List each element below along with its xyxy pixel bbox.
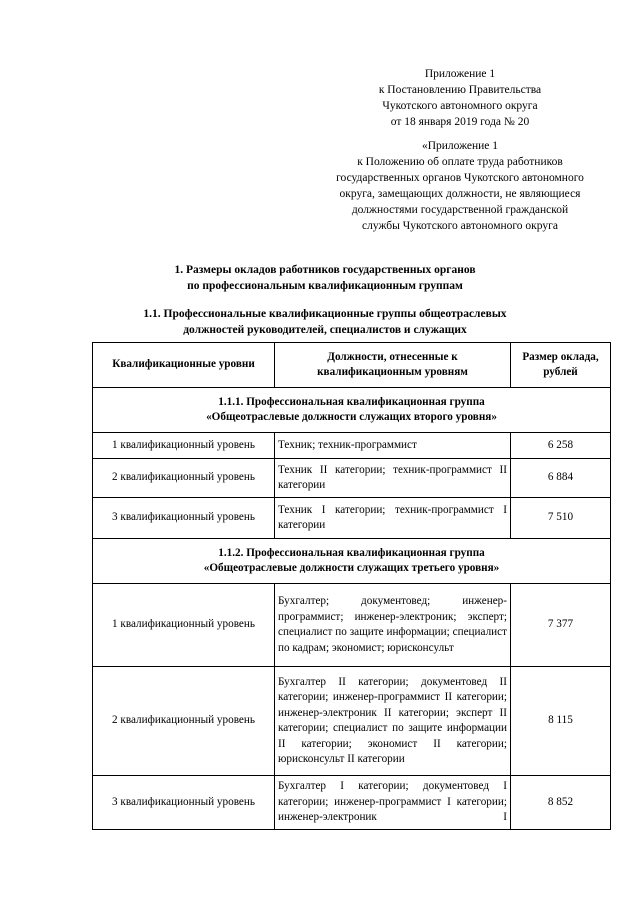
subsection-title-line: 1.1. Профессиональные квалификационные группы общеотраслевых [143, 308, 507, 320]
table-row [93, 498, 611, 539]
level-cell: 3 квалификационный уровень [93, 776, 275, 830]
group-title-row [93, 388, 611, 433]
salary-cell: 7 510 [511, 498, 611, 539]
appendix-line: должностями государственной гражданской [351, 204, 569, 216]
level-cell: 2 квалификационный уровень [93, 667, 275, 776]
appendix-header [310, 66, 610, 130]
positions-cell: Бухгалтер I категории; документовед I категории; инженер-программист I категории; инженер-электроник I [275, 776, 511, 830]
appendix-line: Чукотского автономного округа [382, 100, 538, 112]
salary-cell: 6 258 [511, 433, 611, 459]
regulation-appendix-header [310, 138, 610, 234]
appendix-line: к Постановлению Правительства [378, 84, 542, 96]
appendix-line: службы Чукотского автономного округа [362, 220, 558, 232]
table-row [93, 667, 611, 776]
positions-cell: Бухгалтер II категории; документовед II категории; инженер-программист II категории; инженер-электроник II категории; эксперт II категории; специалист по защите информации II категории; экономист II категории; юрисконсульт II категории [275, 667, 511, 776]
header-positions: Должности, отнесенные к квалификационным уровням [275, 343, 511, 388]
section-title [90, 262, 560, 294]
header-levels: Квалификационные уровни [93, 343, 275, 388]
group-title-line: 1.1.1. Профессиональная квалификационная группа [218, 395, 485, 408]
table-row [93, 459, 611, 498]
table-header-row [93, 343, 611, 388]
table-row [93, 433, 611, 459]
group-title-line: «Общеотраслевые должности служащих второго уровня» [206, 411, 497, 423]
level-cell: 2 квалификационный уровень [93, 459, 275, 498]
appendix-line: округа, замещающих должности, не являющиеся [339, 188, 581, 200]
group-title-row [93, 539, 611, 584]
appendix-line: «Приложение 1 [421, 140, 499, 152]
group-title [93, 388, 611, 433]
appendix-line: Приложение 1 [424, 68, 496, 80]
salary-cell: 8 852 [511, 776, 611, 830]
appendix-line: от 18 января 2019 года № 20 [390, 116, 530, 128]
salary-table [92, 342, 611, 830]
section-title-line: по профессиональным квалификационным группам [187, 280, 463, 292]
positions-cell: Техник I категории; техник-программист I категории [275, 498, 511, 539]
table-row [93, 776, 611, 830]
group-title [93, 539, 611, 584]
appendix-line: к Положению об оплате труда работников [357, 156, 563, 168]
level-cell: 1 квалификационный уровень [93, 433, 275, 459]
subsection-title [90, 306, 560, 338]
group-title-line: 1.1.2. Профессиональная квалификационная группа [218, 546, 485, 559]
level-cell: 3 квалификационный уровень [93, 498, 275, 539]
positions-cell: Техник; техник-программист [275, 433, 511, 459]
subsection-title-line: должностей руководителей, специалистов и служащих [183, 324, 467, 336]
section-title-line: 1. Размеры окладов работников государственных органов [174, 264, 476, 276]
salary-cell: 8 115 [511, 667, 611, 776]
salary-cell: 7 377 [511, 584, 611, 667]
appendix-line: государственных органов Чукотского автономного [336, 172, 584, 184]
positions-cell: Техник II категории; техник-программист II категории [275, 459, 511, 498]
table-row [93, 584, 611, 667]
header-salary: Размер оклада, рублей [511, 343, 611, 388]
group-title-line: «Общеотраслевые должности служащих третьего уровня» [203, 562, 500, 574]
salary-cell: 6 884 [511, 459, 611, 498]
level-cell: 1 квалификационный уровень [93, 584, 275, 667]
positions-cell: Бухгалтер; документовед; инженер-программист; инженер-электроник; эксперт; специалист по защите информации; специалист по кадрам; экономист; юрисконсульт [275, 584, 511, 667]
